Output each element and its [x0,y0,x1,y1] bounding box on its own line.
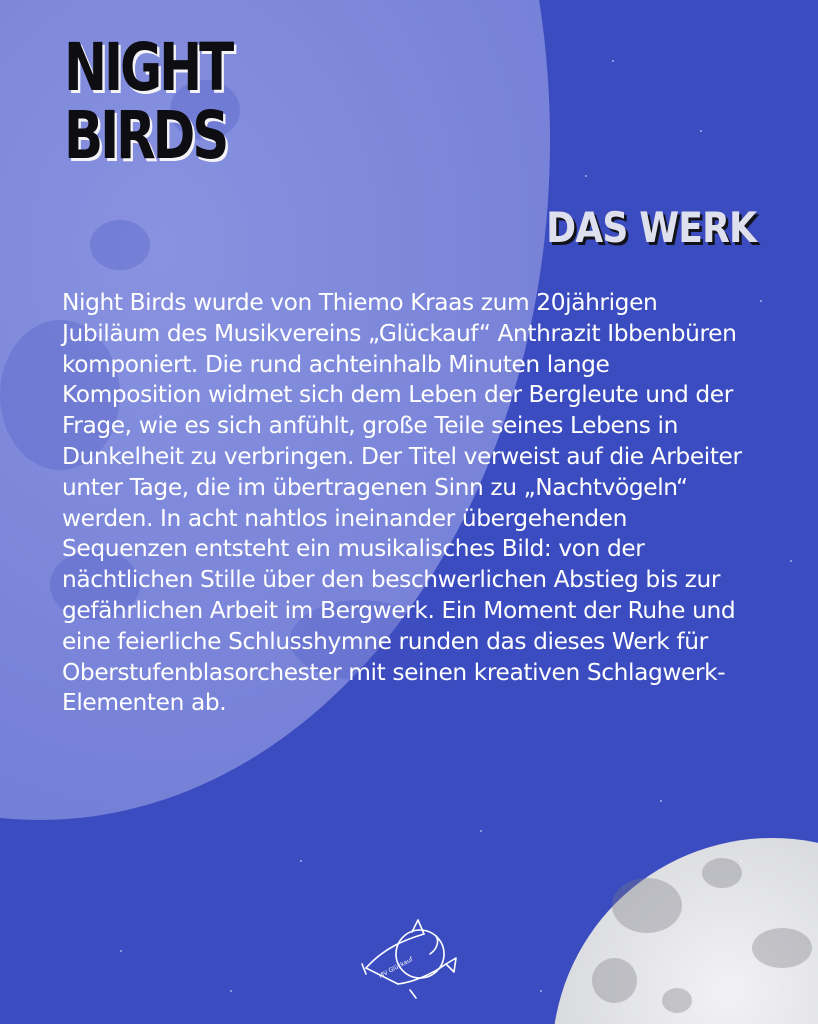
section-heading: DAS WERK [546,203,756,252]
title-line-1: NIGHT [64,29,232,106]
small-moon-graphic [552,838,818,1024]
musikverein-horn-logo [352,912,464,1000]
body-text: Night Birds wurde von Thiemo Kraas zum 20jährigen Jubiläum des Musikvereins „Glückauf“ Anthrazit Ibbenbüren komponiert. Die rund achteinhalb Minuten lange Komposition widmet sich dem Leben der Bergleute und der Frage, wie es sich anfühlt, große Teile seines Lebens in Dunkelheit zu verbringen. Der Titel verweist auf die Arbeiter unter Tage, die im übertragenen Sinn zu „Nachtvögeln“ werden. In acht nahtlos ineinander übergehenden Sequenzen entsteht ein musikalisches Bild: von der nächtlichen Stille über den beschwerlichen Abstieg bis zur gefährlichen Arbeit im Bergwerk. Ein Moment der Ruhe und eine feierliche Schlusshymne runden das dieses Werk für Oberstufenblasorchester mit seinen kreativen Schlagwerk-Elementen ab. [62,289,742,717]
page-title [64,29,232,174]
title-line-2: BIRDS [64,97,227,174]
logo-text: MV Glückauf [377,955,415,980]
